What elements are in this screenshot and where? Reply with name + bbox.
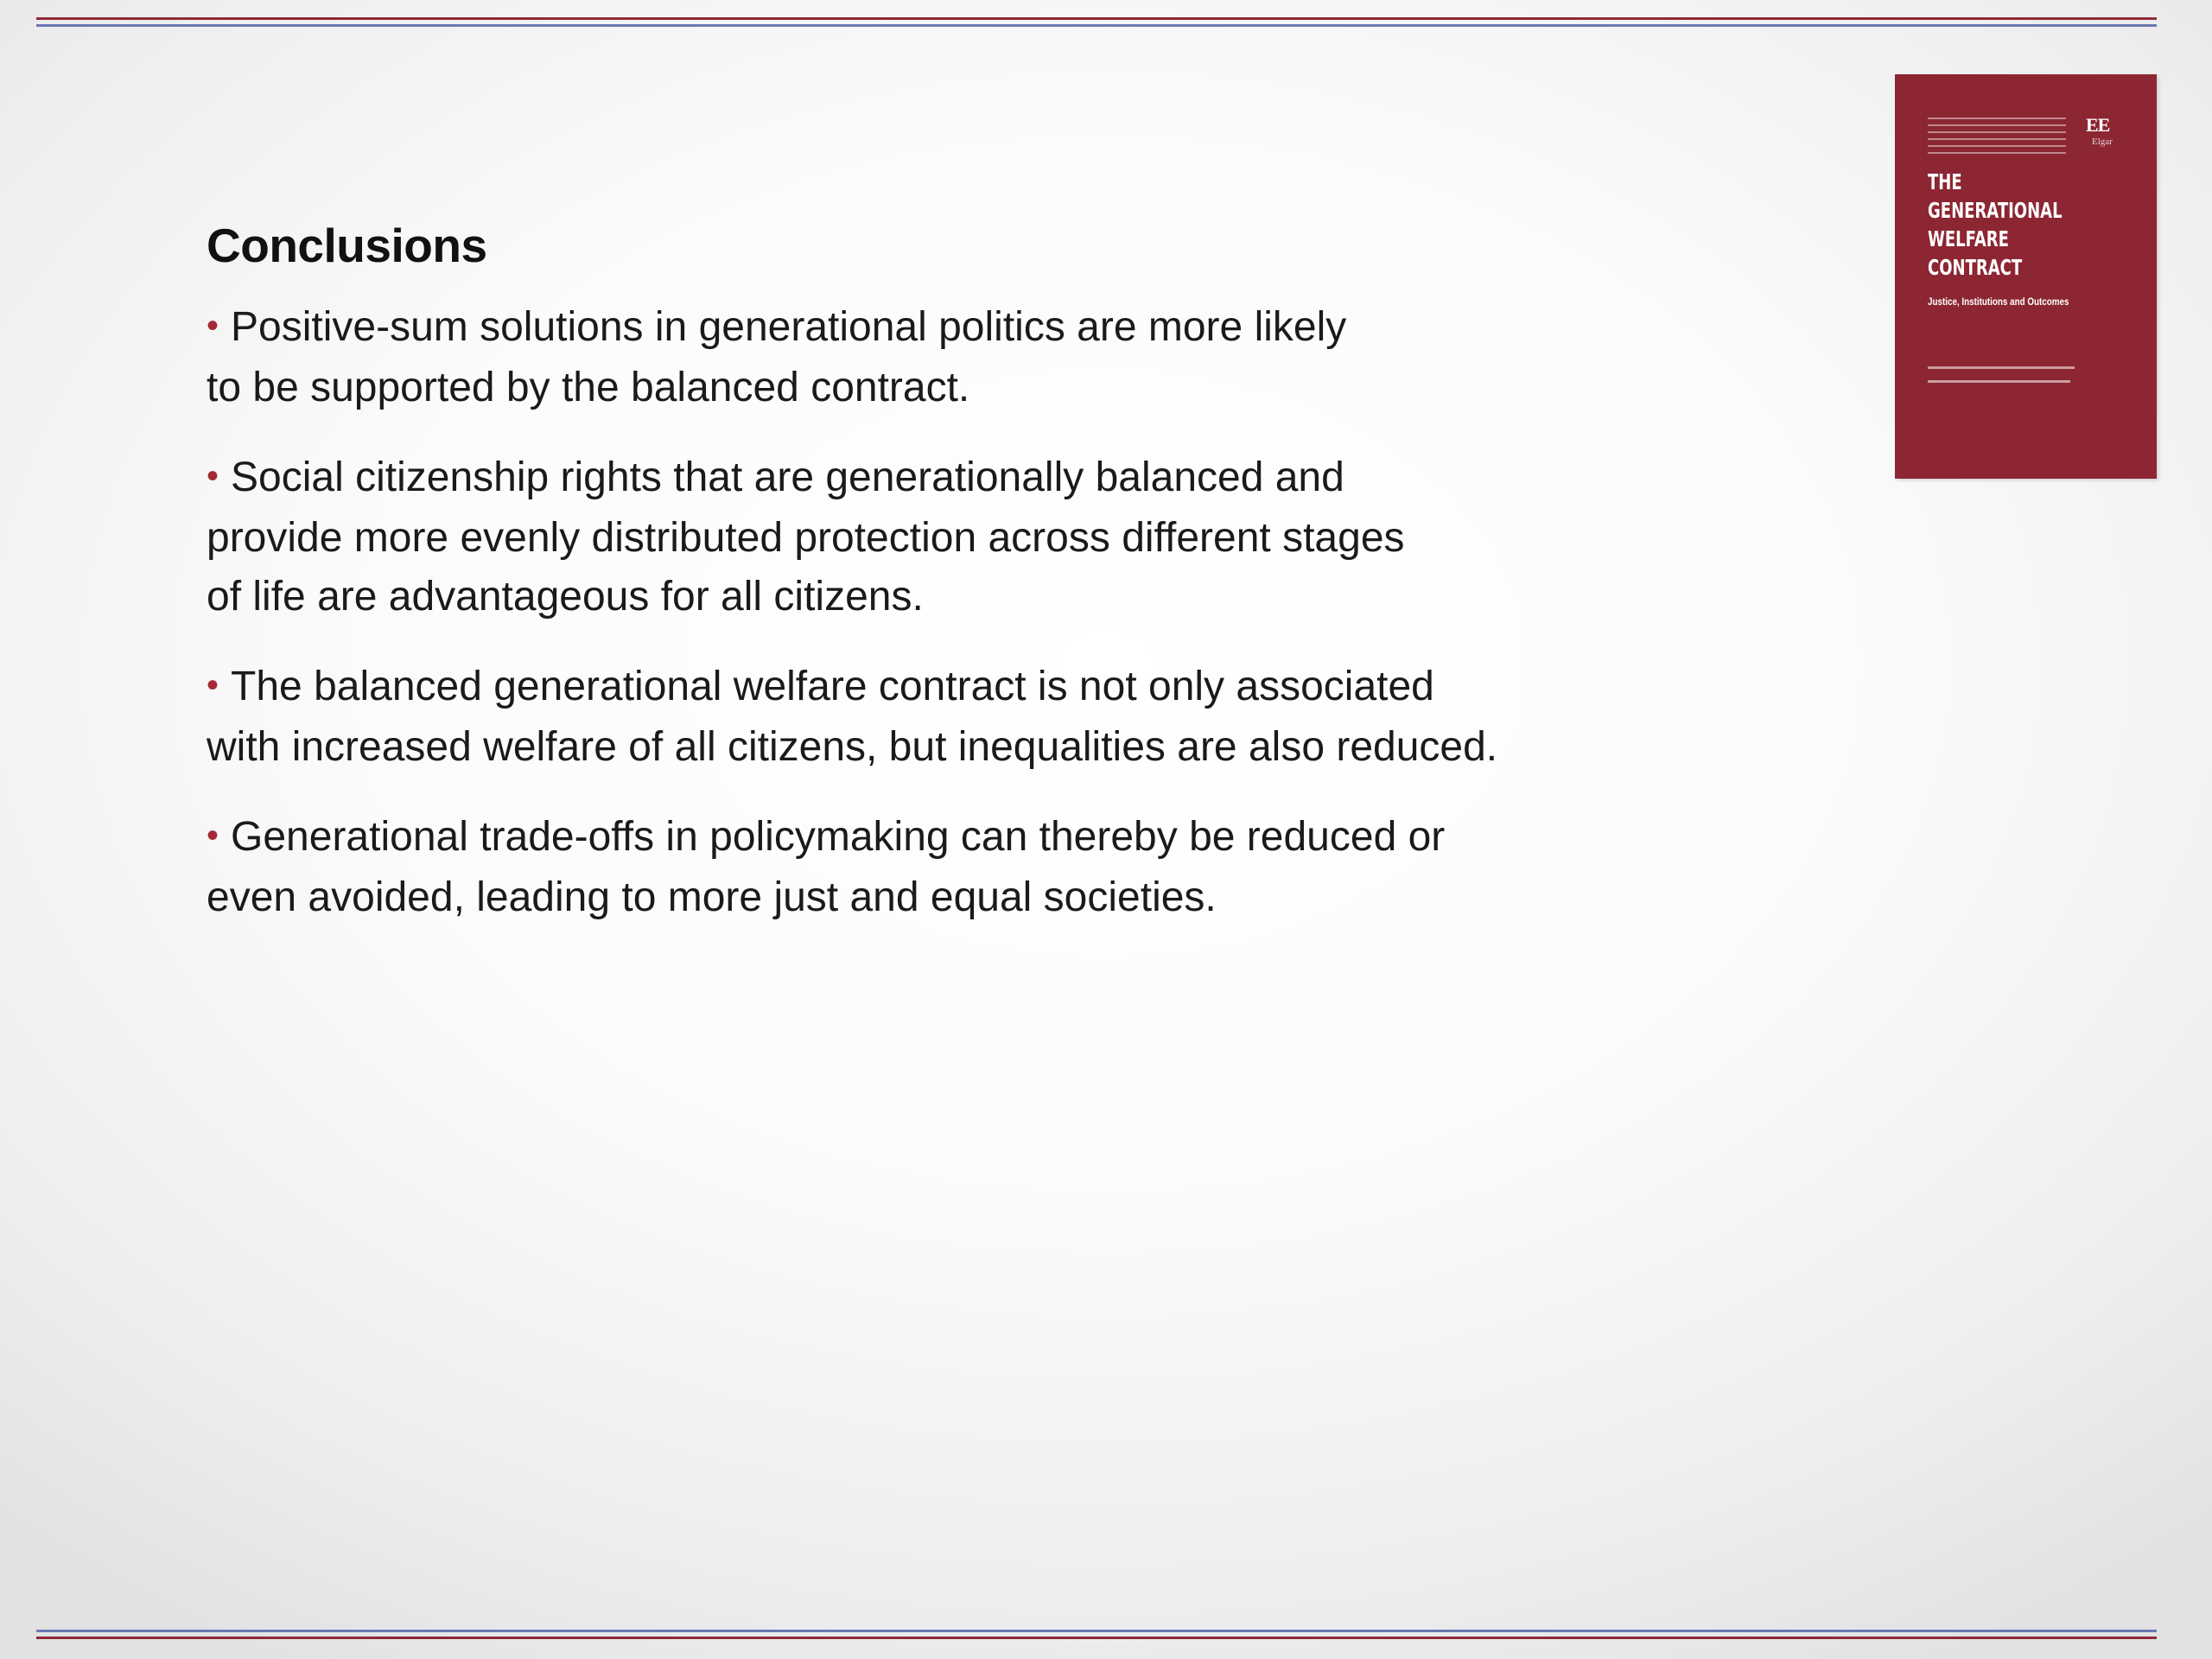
bullet-item [207,808,1658,927]
bullet-dot-icon: • [207,457,219,495]
book-cover-image [1895,74,2157,479]
bullet-line: with increased welfare of all citizens, but inequalities are also reduced. [207,724,1498,770]
book-title-line: THE [1928,169,1962,194]
bullet-line: of life are advantageous for all citizens. [207,574,924,620]
publisher-name: Elgar [2092,137,2113,147]
book-title-line: WELFARE [1928,226,2009,251]
bullet-dot-icon: • [207,307,219,345]
book-authors [1928,366,2092,394]
bullet-item [207,658,1658,777]
bullet-dot-icon: • [207,666,219,704]
bullet-text: The balanced generational welfare contract is not only associated [231,664,1434,709]
bullet-text: Generational trade-offs in policymaking can thereby be reduced or [231,814,1446,860]
bullet-item [207,448,1658,626]
top-rule-red [36,17,2157,20]
publisher-logo: EE [2086,114,2110,136]
bullet-line [207,658,1658,718]
bullet-line: provide more evenly distributed protection across different stages [207,515,1405,561]
book-subtitle: Justice, Institutions and Outcomes [1928,296,2069,308]
bullet-item [207,298,1658,417]
bullet-list [207,298,1658,958]
bullet-line [207,448,1658,509]
bullet-line: even avoided, leading to more just and equal societies. [207,874,1217,920]
bullet-line: to be supported by the balanced contract. [207,365,970,410]
book-title-line: CONTRACT [1928,255,2023,280]
bottom-rule-red [36,1637,2157,1639]
bullet-dot-icon: • [207,817,219,855]
book-title [1928,168,2077,282]
book-blurb-text [1928,118,2066,159]
bullet-text: Social citizenship rights that are generationally balanced and [231,454,1344,500]
top-rule-blue [36,24,2157,27]
bottom-rule-blue [36,1630,2157,1632]
bullet-line [207,808,1658,868]
bullet-line [207,298,1658,359]
book-title-line: GENERATIONAL [1928,198,2063,223]
bullet-text: Positive-sum solutions in generational politics are more likely [231,304,1347,350]
slide-title: Conclusions [207,219,487,272]
